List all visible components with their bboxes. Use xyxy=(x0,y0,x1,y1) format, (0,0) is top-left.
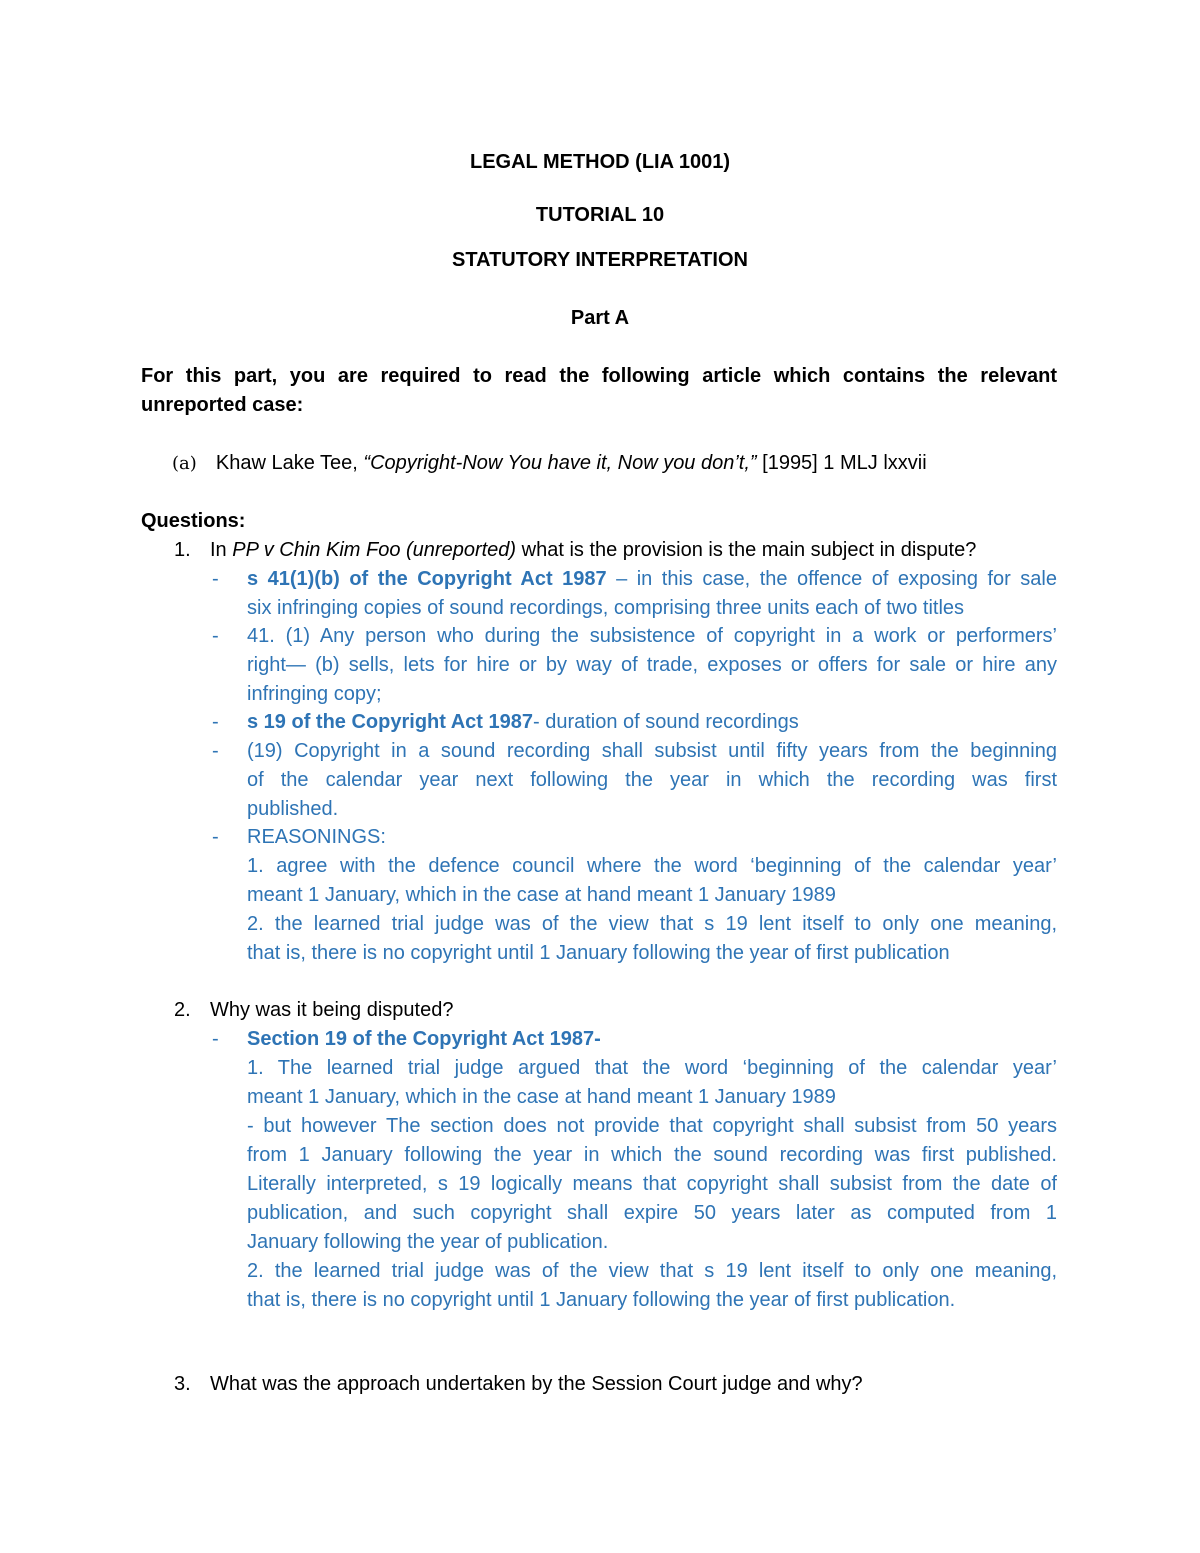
q1-bullet-1: s 41(1)(b) of the Copyright Act 1987 – in this case, the offence of exposing for sale six infringing copies of sound recordings, comprising three units each of two titles xyxy=(247,568,1057,619)
course-title: LEGAL METHOD (LIA 1001) xyxy=(469,151,731,173)
q2-bullet-dash: - xyxy=(212,1028,219,1050)
reading-citation: [1995] 1 MLJ lxxvii xyxy=(756,452,927,474)
topic-title: STATUTORY INTERPRETATION xyxy=(452,249,748,271)
provision-section19: Section 19 of the Copyright Act 1987- xyxy=(247,1028,601,1050)
q2-bullet-1: Section 19 of the Copyright Act 1987- 1. The learned trial judge argued that the word ‘beginning of the calendar year’ meant 1 January, which in the case at hand meant 1 January 1989 - but however The section does not provide that copyright shall subsist from 50 years from 1 January following the year in which the sound recording was first published. Literally interpreted, s 19 logically means that copyright shall subsist from the date of publication, and such copyright shall expire 50 years later as computed from 1 January following the year of publication. 2. the learned trial judge was of the view that s 19 lent itself to only one meaning, that is, there is no copyright until 1 January following the year of first publication. xyxy=(247,1025,1057,1315)
q1-bullet-dash: - xyxy=(212,711,219,733)
q1-bullet-3: s 19 of the Copyright Act 1987- duration of sound recordings xyxy=(247,711,799,733)
questions-heading: Questions: xyxy=(141,510,246,532)
intro-line-1: For this part, you are required to read the following article which contains the relevant xyxy=(141,365,1057,387)
q1-bullet-5: REASONINGS: 1. agree with the defence council where the word ‘beginning of the calendar year’ meant 1 January, which in the case at hand meant 1 January 1989 2. the learned trial judge was of the view that s 19 lent itself to only one meaning, that is, there is no copyright until 1 January following the year of first publication xyxy=(247,823,1057,968)
reading-marker: (a) xyxy=(172,453,197,474)
q2-number: 2. xyxy=(174,999,191,1021)
provision-s19: s 19 of the Copyright Act 1987 xyxy=(247,711,533,733)
q1-bullet-4: (19) Copyright in a sound recording shall subsist until fifty years from the beginning of the calendar year next following the year in which the recording was first published. xyxy=(247,740,1057,820)
intro-paragraph xyxy=(141,362,1057,420)
reasonings-heading: REASONINGS: xyxy=(247,826,386,848)
reading-author: Khaw Lake Tee, xyxy=(215,452,364,474)
reading-title: “Copyright-Now You have it, Now you don’t,” xyxy=(363,452,757,474)
part-title: Part A xyxy=(570,307,630,329)
q3-number: 3. xyxy=(174,1373,191,1395)
q1-bullet-dash: - xyxy=(212,740,219,762)
provision-s41: s 41(1)(b) of the Copyright Act 1987 xyxy=(247,568,607,590)
q1-bullet-2: 41. (1) Any person who during the subsistence of copyright in a work or performers’ right— (b) sells, lets for hire or by way of trade, exposes or offers for sale or hire any infringing copy; xyxy=(247,625,1057,705)
q1-bullet-dash: - xyxy=(212,625,219,647)
intro-line-2: unreported case: xyxy=(141,394,304,416)
q1-bullet-dash: - xyxy=(212,568,219,590)
q1-text: In PP v Chin Kim Foo (unreported) what is the provision is the main subject in dispute? xyxy=(210,539,977,561)
q1-number: 1. xyxy=(174,539,191,561)
q1-bullet-dash: - xyxy=(212,826,219,848)
reading-item xyxy=(172,449,927,478)
q3-text: What was the approach undertaken by the Session Court judge and why? xyxy=(210,1373,863,1395)
q2-text: Why was it being disputed? xyxy=(210,999,454,1021)
q1-case-name: PP v Chin Kim Foo (unreported) xyxy=(232,539,517,561)
tutorial-title: TUTORIAL 10 xyxy=(535,204,665,226)
